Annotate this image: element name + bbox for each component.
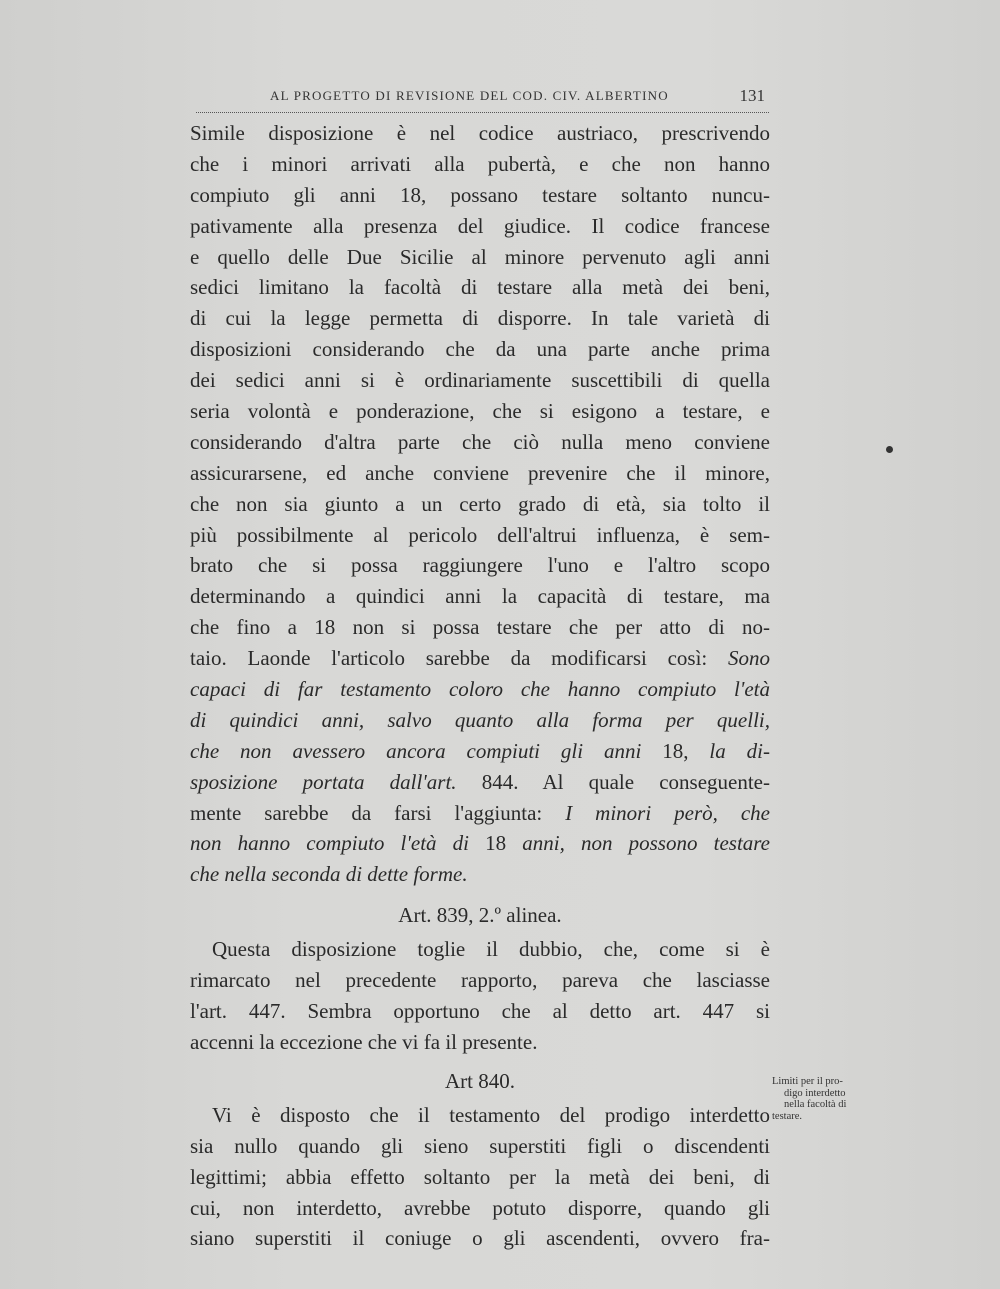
margin-note-line: testare. (772, 1110, 803, 1122)
italic-run: la di- (709, 738, 771, 763)
running-head: AL PROGETTO DI REVISIONE DEL COD. CIV. ALBERTINO (270, 88, 669, 103)
text-line: seria volontà e ponderazione, che si esigono a testare, e (190, 399, 770, 424)
text-line (190, 798, 770, 829)
italic-run: non hanno compiuto l'età di (190, 831, 486, 856)
text-line: sedici limitano la facoltà di testare alla metà dei beni, (190, 275, 770, 300)
margin-note-line: nella facoltà di (784, 1099, 847, 1110)
text-run: mente sarebbe da farsi l'aggiunta: (190, 800, 566, 825)
body-text (190, 118, 770, 1254)
text-line: cui, non interdetto, avrebbe potuto disporre, quando gli (190, 1195, 770, 1220)
text-line: che i minori arrivati alla pubertà, e che non hanno (190, 151, 770, 176)
text-line (190, 767, 770, 798)
italic-run: sposizione portata dall'art. (190, 769, 482, 794)
italic-run: che non avessero ancora compiuti gli anni (190, 738, 663, 763)
text-line: rimarcato nel precedente rapporto, pareva che lasciasse (190, 968, 770, 993)
italic-run: I minori però, che (565, 800, 770, 825)
italic-line: capaci di far testamento coloro che hanno compiuto l'età (190, 677, 770, 702)
text-line: legittimi; abbia effetto soltanto per la metà dei beni, di (190, 1164, 770, 1189)
text-line: accenni la eccezione che vi fa il presente. (190, 1029, 538, 1054)
text-line: pativamente alla presenza del giudice. Il codice francese (190, 213, 770, 238)
text-line: sia nullo quando gli sieno superstiti figli o discendenti (190, 1133, 770, 1158)
text-line: determinando a quindici anni la capacità di testare, ma (190, 584, 770, 609)
text-run: 18 (485, 831, 523, 856)
text-line: più possibilmente al pericolo dell'altrui influenza, è sem- (190, 522, 770, 547)
text-line (190, 736, 770, 767)
text-line (190, 643, 770, 674)
page-number: 131 (739, 86, 765, 105)
text-line (190, 828, 770, 859)
italic-line: di quindici anni, salvo quanto alla forma per quelli, (190, 707, 770, 732)
marginal-note (772, 1076, 890, 1122)
text-line: siano superstiti il coniuge o gli ascendenti, ovvero fra- (190, 1226, 770, 1251)
margin-note-line: Limiti per il pro- (772, 1076, 843, 1087)
text-run: 18, (662, 738, 710, 763)
text-run: taio. Laonde l'articolo sarebbe da modificarsi così: (190, 646, 728, 671)
text-line: compiuto gli anni 18, possano testare soltanto nuncu- (190, 182, 770, 207)
text-line: l'art. 447. Sembra opportuno che al detto art. 447 si (190, 999, 770, 1024)
italic-run: anni, non possono testare (522, 831, 770, 856)
text-line: assicurarsene, ed anche conviene prevenire che il minore, (190, 460, 770, 485)
margin-note-line: digo interdetto (784, 1087, 846, 1099)
text-line: Simile disposizione è nel codice austriaco, prescrivendo (190, 121, 770, 145)
ink-spot (886, 446, 893, 453)
italic-run: Sono (728, 646, 770, 671)
text-line: considerando d'altra parte che ciò nulla meno conviene (190, 429, 770, 454)
article-heading: Art. 839, 2.º alinea. (398, 903, 562, 928)
text-line: Questa disposizione toglie il dubbio, che, come si è (212, 937, 770, 962)
text-line: che fino a 18 non si possa testare che per atto di no- (190, 615, 770, 640)
text-line: dei sedici anni si è ordinariamente suscettibili di quella (190, 368, 770, 393)
article-heading: Art 840. (445, 1068, 515, 1093)
text-line: Vi è disposto che il testamento del prodigo interdetto (212, 1102, 770, 1127)
text-line: e quello delle Due Sicilie al minore pervenuto agli anni (190, 244, 770, 269)
text-line: che non sia giunto a un certo grado di età, sia tolto il (190, 491, 770, 516)
text-line: di cui la legge permetta di disporre. In tale varietà di (190, 306, 770, 331)
text-line: brato che si possa raggiungere l'uno e l'altro scopo (190, 553, 770, 578)
text-line: disposizioni considerando che da una parte anche prima (190, 337, 770, 362)
text-run: 844. Al quale conseguente- (481, 769, 770, 794)
page-header (196, 86, 769, 113)
italic-line: che nella seconda di dette forme. (190, 862, 468, 887)
